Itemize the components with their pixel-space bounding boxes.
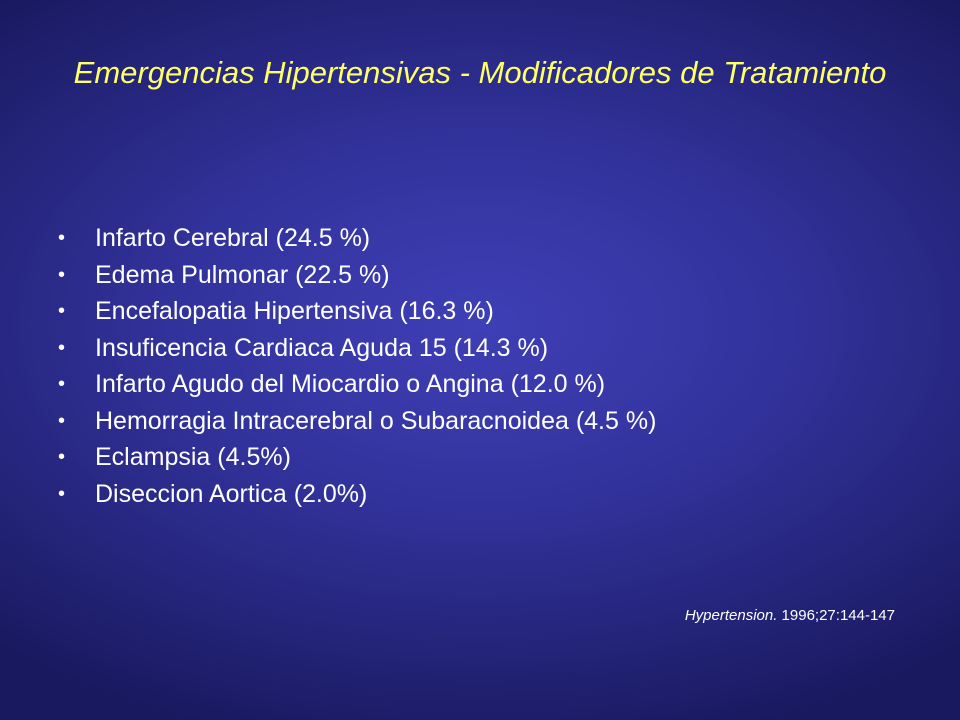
bullet-icon: • [58,227,66,249]
list-item-text: Edema Pulmonar (22.5 %) [95,260,390,289]
bullet-icon: • [58,482,66,505]
citation [685,606,895,626]
list-item [58,330,918,367]
bullet-icon: • [58,373,66,395]
list-item-text: Insuficencia Cardiaca Aguda 15 (14.3 %) [95,333,549,362]
list-item [58,403,918,440]
bullet-list [58,220,918,512]
bullet-icon: • [58,300,66,322]
slide-title: Emergencias Hipertensivas - Modificadores de Tratamiento [73,55,887,90]
citation-journal: Hypertension. [684,607,778,624]
list-item [58,293,918,330]
list-item [58,366,918,403]
list-item [58,439,918,476]
list-item [58,220,918,257]
bullet-icon: • [58,336,66,359]
bullet-icon: • [58,446,66,468]
list-item [58,476,918,513]
citation-details: 1996;27:144-147 [777,607,895,624]
list-item-text: Infarto Cerebral (24.5 %) [95,224,371,252]
list-item [58,257,918,294]
bullet-icon: • [58,263,66,286]
list-item-text: Eclampsia (4.5%) [95,443,291,471]
list-item-text: Diseccion Aortica (2.0%) [95,479,368,508]
bullet-icon: • [58,409,66,432]
list-item-text: Hemorragia Intracerebral o Subaracnoidea (4.5 %) [95,406,657,435]
list-item-text: Encefalopatia Hipertensiva (16.3 %) [95,297,494,325]
list-item-text: Infarto Agudo del Miocardio o Angina (12.0 %) [95,370,606,398]
